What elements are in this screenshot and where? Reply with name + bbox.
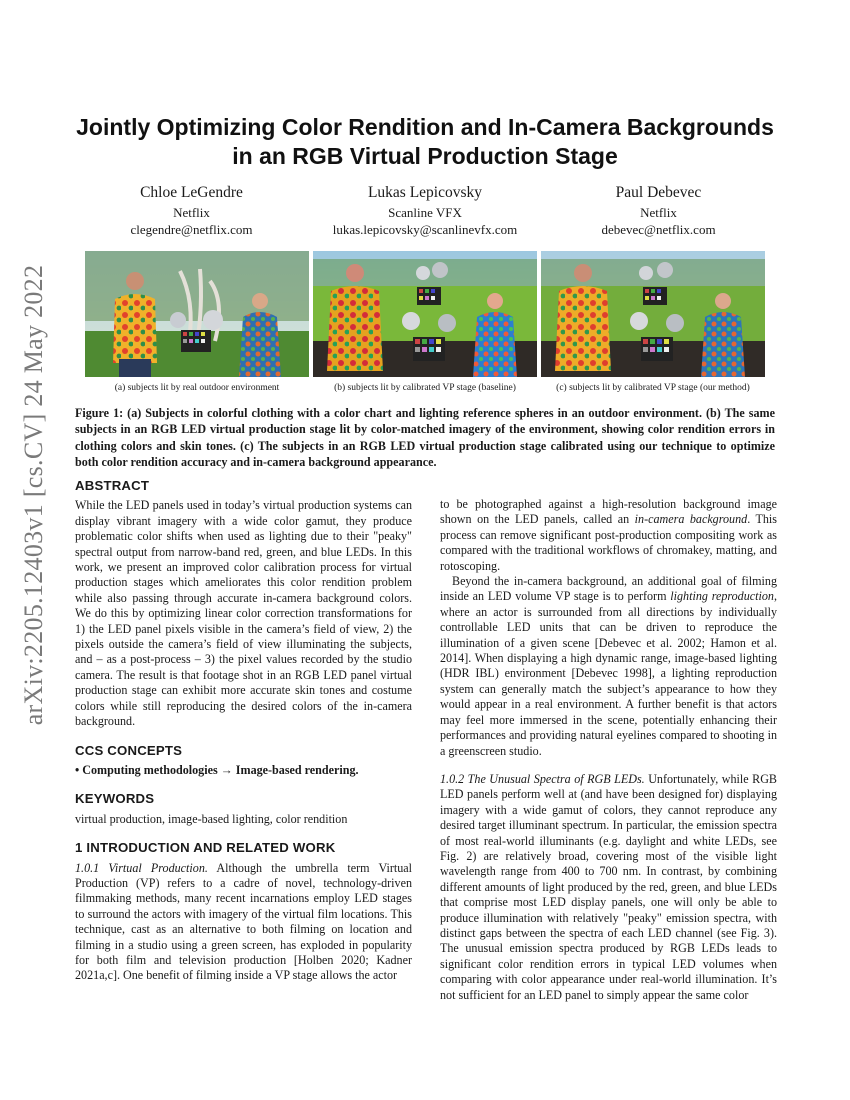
intro-heading: 1 INTRODUCTION AND RELATED WORK: [75, 840, 336, 856]
paragraph-in-camera: to be photographed against a high-resolution background image shown on the LED panels, called an in-camera background. This process can remove significant post-production compositing work as compared with the traditional workflows of chromakey, matting, and rotoscoping.: [440, 497, 777, 573]
paragraph-lighting-reproduction: Beyond the in-camera background, an additional goal of filming inside an LED volume VP stage is to perform lighting reproduction, where an actor is surrounded from all directions by individually controllable LED units that can be driven to reproduce the illumination of a given scene [Debevec et al. 2002; Hamon et al. 2014]. When displaying a high dynamic range, image-based lighting (HDR IBL) environment [Debevec 1998], a lighting reproduction system can generally match the subject’s appearance to how they would appear in a real environment. A further benefit is that actors may feel more immersed in the scene, potentially enhancing their performances and providing natural eyelines compared to shooting in a greenscreen studio.: [440, 574, 777, 758]
author-block: [542, 183, 775, 238]
ccs-text: • Computing methodologies → Image-based rendering.: [75, 762, 359, 777]
author-block: [309, 183, 542, 238]
author-affiliation: Netflix: [173, 205, 210, 220]
subcaption-c: (c) subjects lit by calibrated VP stage (our method): [556, 383, 750, 393]
photo-vp-our-method: [541, 251, 765, 377]
ccs-heading: CCS CONCEPTS: [75, 742, 183, 758]
figure-caption: Figure 1: (a) Subjects in colorful clothing with a color chart and lighting reference spheres in an outdoor environment. (b) The same subjects in an RGB LED virtual production stage lit by color-matched imagery of the environment, showing color rendition errors in clothing colors and skin tones. (c) The subjects in an RGB LED virtual production stage calibrated using our technique to optimize both color rendition accuracy and in-camera background appearance.: [75, 406, 775, 469]
author-list: [75, 183, 775, 238]
paper-title: Jointly Optimizing Color Rendition and In-Camera Backgrounds in an RGB Virtual Production Stage: [76, 114, 774, 169]
author-email: lukas.lepicovsky@scanlinevfx.com: [332, 222, 518, 237]
intro-paragraph: 1.0.1 Virtual Production. Although the umbrella term Virtual Production (VP) refers to a cadre of novel, technology-driven filmmaking methods, many recent incarnations employ LED stages to surround the actors with imagery of the virtual film locations. This technique, cast as an alternative to both filming on location and filming in a studio using a green screen, has exploded in popularity for both film and television production [Holben 2020; Kadner 2021a,c]. One benefit of filming inside a VP stage allows the actor: [75, 860, 412, 983]
photo-vp-baseline: [313, 251, 537, 377]
figure-photos: [85, 251, 765, 377]
author-name: Paul Debevec: [615, 184, 702, 201]
author-email: debevec@netflix.com: [601, 222, 716, 237]
abstract-heading: ABSTRACT: [75, 478, 150, 493]
author-affiliation: Netflix: [640, 205, 677, 220]
abstract-text: While the LED panels used in today’s virtual production systems can display vibrant imagery with a wide color gamut, they produce problematic color shifts when used as lighting due to their "peaky" spectral output from narrow-band red, green, and blue LEDs. In this work, we present an improved color calibration process for virtual production stages which ameliorates this color rendition problem while also passing through accurate in-camera background colors. We do this by optimizing linear color correction transformations for 1) the LED panel pixels visible in the camera’s field of view, 2) the pixels outside the camera’s field of view illuminating the subjects, and – as a post-process – 3) the pixel values recorded by the studio camera. The result is that footage shot in an RGB LED panel virtual production stage can exhibit more accurate skin tones and costume colors while still reproducing the desired colors of the in-camera background.: [75, 498, 412, 729]
subcaption-a: (a) subjects lit by real outdoor environment: [114, 383, 280, 393]
subsection-label: 1.0.2 The Unusual Spectra of RGB LEDs.: [440, 771, 645, 786]
right-column: [440, 497, 777, 1003]
keywords-text: virtual production, image-based lighting, color rendition: [75, 811, 348, 826]
author-affiliation: Scanline VFX: [388, 205, 462, 220]
author-email: clegendre@netflix.com: [130, 222, 253, 237]
arxiv-identifier: arXiv:2205.12403v1 [cs.CV] 24 May 2022: [19, 264, 48, 726]
keywords-heading: KEYWORDS: [75, 791, 155, 807]
subcaption-b: (b) subjects lit by calibrated VP stage (baseline): [334, 383, 516, 393]
paragraph-rgb-spectra: 1.0.2 The Unusual Spectra of RGB LEDs. Unfortunately, while RGB LED panels perform well at (and have been designed for) displaying imagery with a wide gamut of colors, they cannot reproduce any desired target illuminant spectrum. In particular, the emission spectra of most real-world illuminants (e.g. daylight and white LEDs, see Fig. 2) are relatively broad, covering most of the visible light wavelength range from 400 to 700 nm. In contrast, by combining different amounts of light produced by the red, green, and blue LEDs that comprise most LED display panels, one will only be able to produce illumination with relatively "peaky" emission spectra, with distinct gaps between the spectra of each LED channel (see Fig. 3). The unusual emission spectra produced by RGB LEDs leads to significant color rendition errors in typical LED volumes when comparing with color appearance under real-world illumination. It’s not sufficient for an LED panel to simply appear the same color: [440, 771, 777, 1002]
author-name: Lukas Lepicovsky: [367, 184, 483, 201]
figure-subcaptions: [85, 383, 765, 393]
author-block: [75, 183, 308, 238]
subsection-label: 1.0.1 Virtual Production.: [75, 860, 208, 875]
photo-outdoor: [85, 251, 309, 377]
left-column: [75, 478, 412, 984]
author-name: Chloe LeGendre: [140, 184, 243, 201]
